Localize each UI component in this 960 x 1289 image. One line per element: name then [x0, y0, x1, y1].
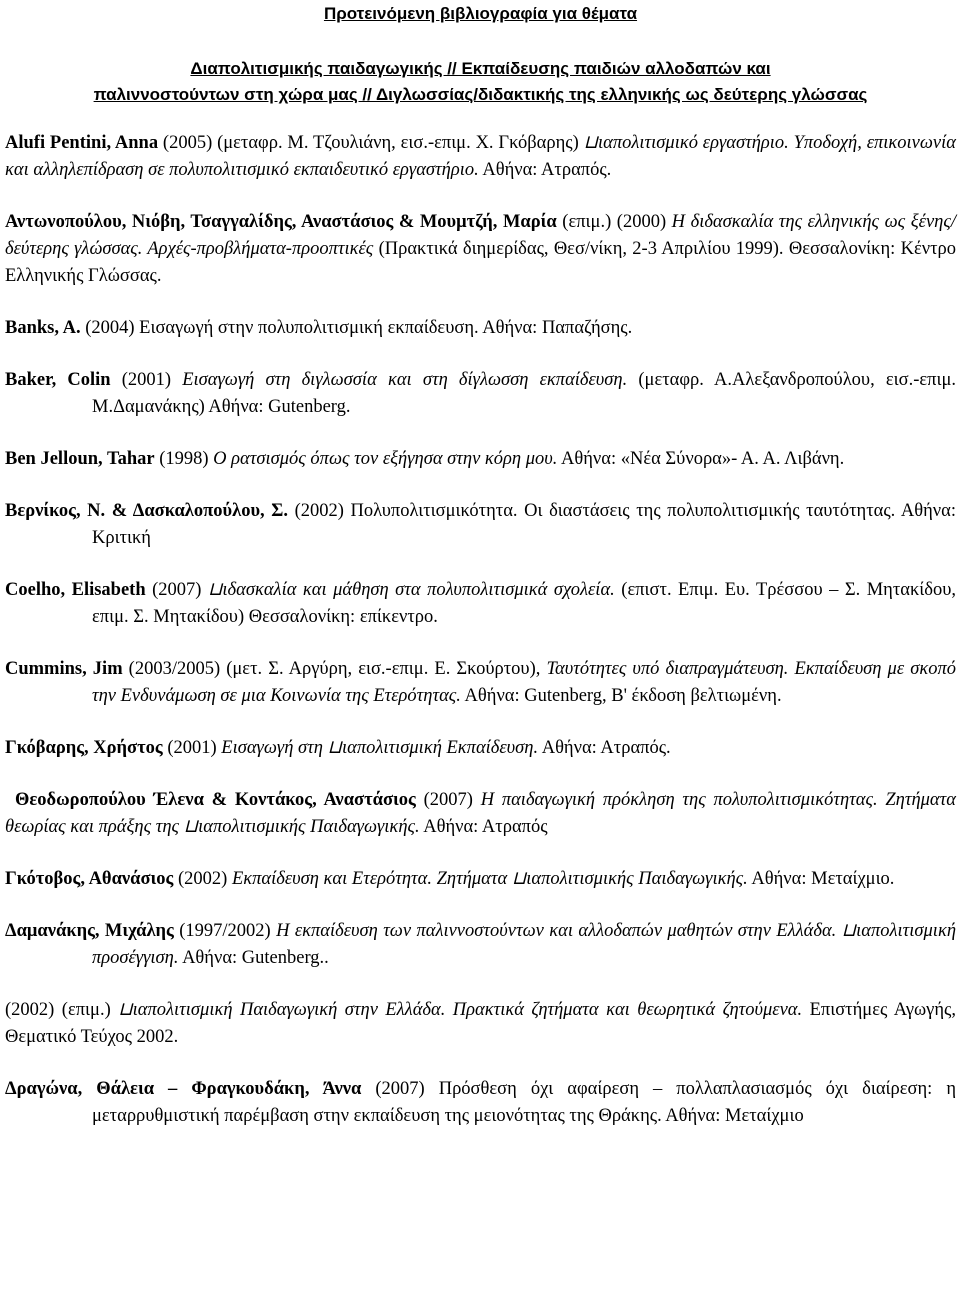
- entry-title: Εκπαίδευση και Ετερότητα. Ζητήματα ⊔ιαπολιτισμικής Παιδαγωγικής.: [231, 869, 748, 889]
- entry-details: (2003/2005) (μετ. Σ. Αργύρη, εισ.-επιμ. Ε. Σκούρτου),: [122, 659, 547, 679]
- entry-authors: Alufi Pentini, Anna: [5, 133, 159, 153]
- bibliography-entry: [5, 866, 956, 893]
- entry-authors: Baker, Colin: [5, 370, 111, 390]
- bibliography-entry: [5, 577, 956, 631]
- entry-authors: Γκόβαρης, Χρήστος: [5, 738, 163, 758]
- entry-authors: Αντωνοπούλου, Νιόβη, Τσαγγαλίδης, Αναστάσιος & Μουμτζή, Μαρία: [5, 212, 557, 232]
- entry-title: Η παιδαγωγική πρόκληση της πολυπολιτισμικότητας. Ζητήματα θεωρίας και πράξης της ⊔ιαπολιτισμικής Παιδαγωγικής.: [5, 790, 956, 837]
- entry-title: Η διδασκαλία της ελληνικής ως ξένης/δεύτερης γλώσσας. Αρχές-προβλήματα-προοπτικές: [5, 212, 956, 259]
- entry-title: Εισαγωγή στη ⊔ιαπολιτισμική Εκπαίδευση.: [221, 738, 539, 758]
- entry-details: (2001): [110, 370, 183, 390]
- bibliography-entry: [5, 1076, 956, 1130]
- entry-details: (1998): [154, 449, 214, 469]
- bibliography-entry: [5, 735, 956, 762]
- entry-title: Ο ρατσισμός όπως τον εξήγησα στην κόρη μου.: [213, 449, 558, 469]
- bibliography-entry: [5, 787, 956, 841]
- entry-details: (επιμ.) (2000): [556, 212, 672, 232]
- entry-details: (2007): [145, 580, 208, 600]
- bibliography-entry: [5, 315, 956, 342]
- subtitle-line: παλιννοστούντων στη χώρα μας // Διγλωσσίας/διδακτικής της ελληνικής ως δεύτερης γλώσσας: [93, 85, 868, 104]
- entry-publisher: (Πρακτικά διημερίδας, Θεσ/νίκη, 2-3 Απριλίου 1999). Θεσσαλονίκη: Κέντρο Ελληνικής Γλώσσας.: [5, 239, 956, 286]
- subtitle-line: Διαπολιτισμικής παιδαγωγικής // Εκπαίδευσης παιδιών αλλοδαπών και: [190, 59, 771, 78]
- entry-publisher: Αθήνα: Ατραπός.: [538, 738, 671, 758]
- bibliography-entry: [5, 498, 956, 552]
- entry-authors: Δραγώνα, Θάλεια – Φραγκουδάκη, Άννα: [5, 1079, 362, 1099]
- entry-title: Εισαγωγή στη διγλωσσία και στη δίγλωσση εκπαίδευση.: [182, 370, 628, 390]
- entry-title: Η εκπαίδευση των παλιννοστούντων και αλλοδαπών μαθητών στην Ελλάδα. ⊔ιαπολιτισμική προσέγγιση.: [92, 921, 957, 968]
- entry-details: (2004) Εισαγωγή στην πολυπολιτισμική εκπαίδευση. Αθήνα: Παπαζήσης.: [80, 318, 633, 338]
- entry-publisher: (μεταφρ. Α.Αλεξανδροπούλου, εισ.-επιμ. Μ.Δαμανάκης) Αθήνα: Gutenberg.: [92, 370, 957, 417]
- entry-details: (2005) (μεταφρ. Μ. Τζουλιάνη, εισ.-επιμ. Χ. Γκόβαρης): [158, 133, 584, 153]
- entry-title: ⊔ιαπολιτισμικό εργαστήριο. Υποδοχή, επικοινωνία και αλληλεπίδραση σε πολυπολιτισμικό εκπαιδευτικό εργαστήριο.: [5, 133, 956, 180]
- entry-publisher: Αθήνα: Ατραπός.: [478, 160, 612, 180]
- bibliography-entry: [5, 130, 956, 184]
- entry-details: (2007) Πρόσθεση όχι αφαίρεση – πολλαπλασιασμός όχι διαίρεση: η μεταρρυθμιστική παρέμβαση στην εκπαίδευση της μειονότητας της Θράκης. Αθήνα: Μεταίχμιο: [92, 1079, 956, 1126]
- bibliography-entry: [5, 656, 956, 710]
- entry-authors: Γκότοβος, Αθανάσιος: [5, 869, 174, 889]
- entry-publisher: Αθήνα: Ατραπός: [419, 817, 548, 837]
- entry-details: (2002): [173, 869, 232, 889]
- page-subtitle: [5, 56, 956, 108]
- entry-authors: Cummins, Jim: [5, 659, 123, 679]
- bibliography-entry: [5, 918, 956, 972]
- bibliography-entry: [5, 997, 956, 1051]
- page-title: Προτεινόμενη βιβλιογραφία για θέματα: [323, 4, 638, 23]
- bibliography-entry: [5, 367, 956, 421]
- entry-publisher: Αθήνα: Gutenberg, Β' έκδοση βελτιωμένη.: [460, 686, 782, 706]
- entry-details: (2002) (επιμ.): [5, 1000, 119, 1020]
- entry-details: (1997/2002): [173, 921, 277, 941]
- entry-title: ⊔ιαπολιτισμική Παιδαγωγική στην Ελλάδα. Πρακτικά ζητήματα και θεωρητικά ζητούμενα.: [118, 1000, 803, 1020]
- entry-title: ⊔ιδασκαλία και μάθηση στα πολυπολιτισμικά σχολεία.: [207, 580, 615, 600]
- bibliography-entry: [5, 446, 956, 473]
- entry-publisher: (επιστ. Επιμ. Ευ. Τρέσσου – Σ. Μητακίδου, επιμ. Σ. Μητακίδου) Θεσσαλονίκη: επίκεντρο.: [92, 580, 957, 627]
- entry-publisher: Επιστήμες Αγωγής, Θεματικό Τεύχος 2002.: [5, 1000, 956, 1047]
- entry-authors: Coelho, Elisabeth: [5, 580, 146, 600]
- entry-details: (2007): [415, 790, 481, 810]
- entry-authors: Ben Jelloun, Tahar: [5, 449, 155, 469]
- entry-publisher: Αθήνα: Gutenberg..: [178, 948, 329, 968]
- entry-details: (2002) Πολυπολιτισμικότητα. Οι διαστάσεις της πολυπολιτισμικής ταυτότητας. Αθήνα: Κριτική: [92, 501, 956, 548]
- entry-authors: Δαμανάκης, Μιχάλης: [5, 921, 174, 941]
- entry-publisher: Αθήνα: «Νέα Σύνορα»- Α. Α. Λιβάνη.: [557, 449, 845, 469]
- entry-details: (2001): [162, 738, 222, 758]
- entry-authors: Banks, A.: [5, 318, 81, 338]
- entry-title: Ταυτότητες υπό διαπραγμάτευση. Εκπαίδευση με σκοπό την Ενδυνάμωση σε μια Κοινωνία της Ετερότητας.: [92, 659, 956, 706]
- entry-authors: Θεοδωροπούλου Έλενα & Κοντάκος, Αναστάσιος: [15, 790, 416, 810]
- entry-publisher: Αθήνα: Μεταίχμιο.: [747, 869, 895, 889]
- bibliography-entry: [5, 209, 956, 290]
- entry-authors: Βερνίκος, Ν. & Δασκαλοπούλου, Σ.: [5, 501, 288, 521]
